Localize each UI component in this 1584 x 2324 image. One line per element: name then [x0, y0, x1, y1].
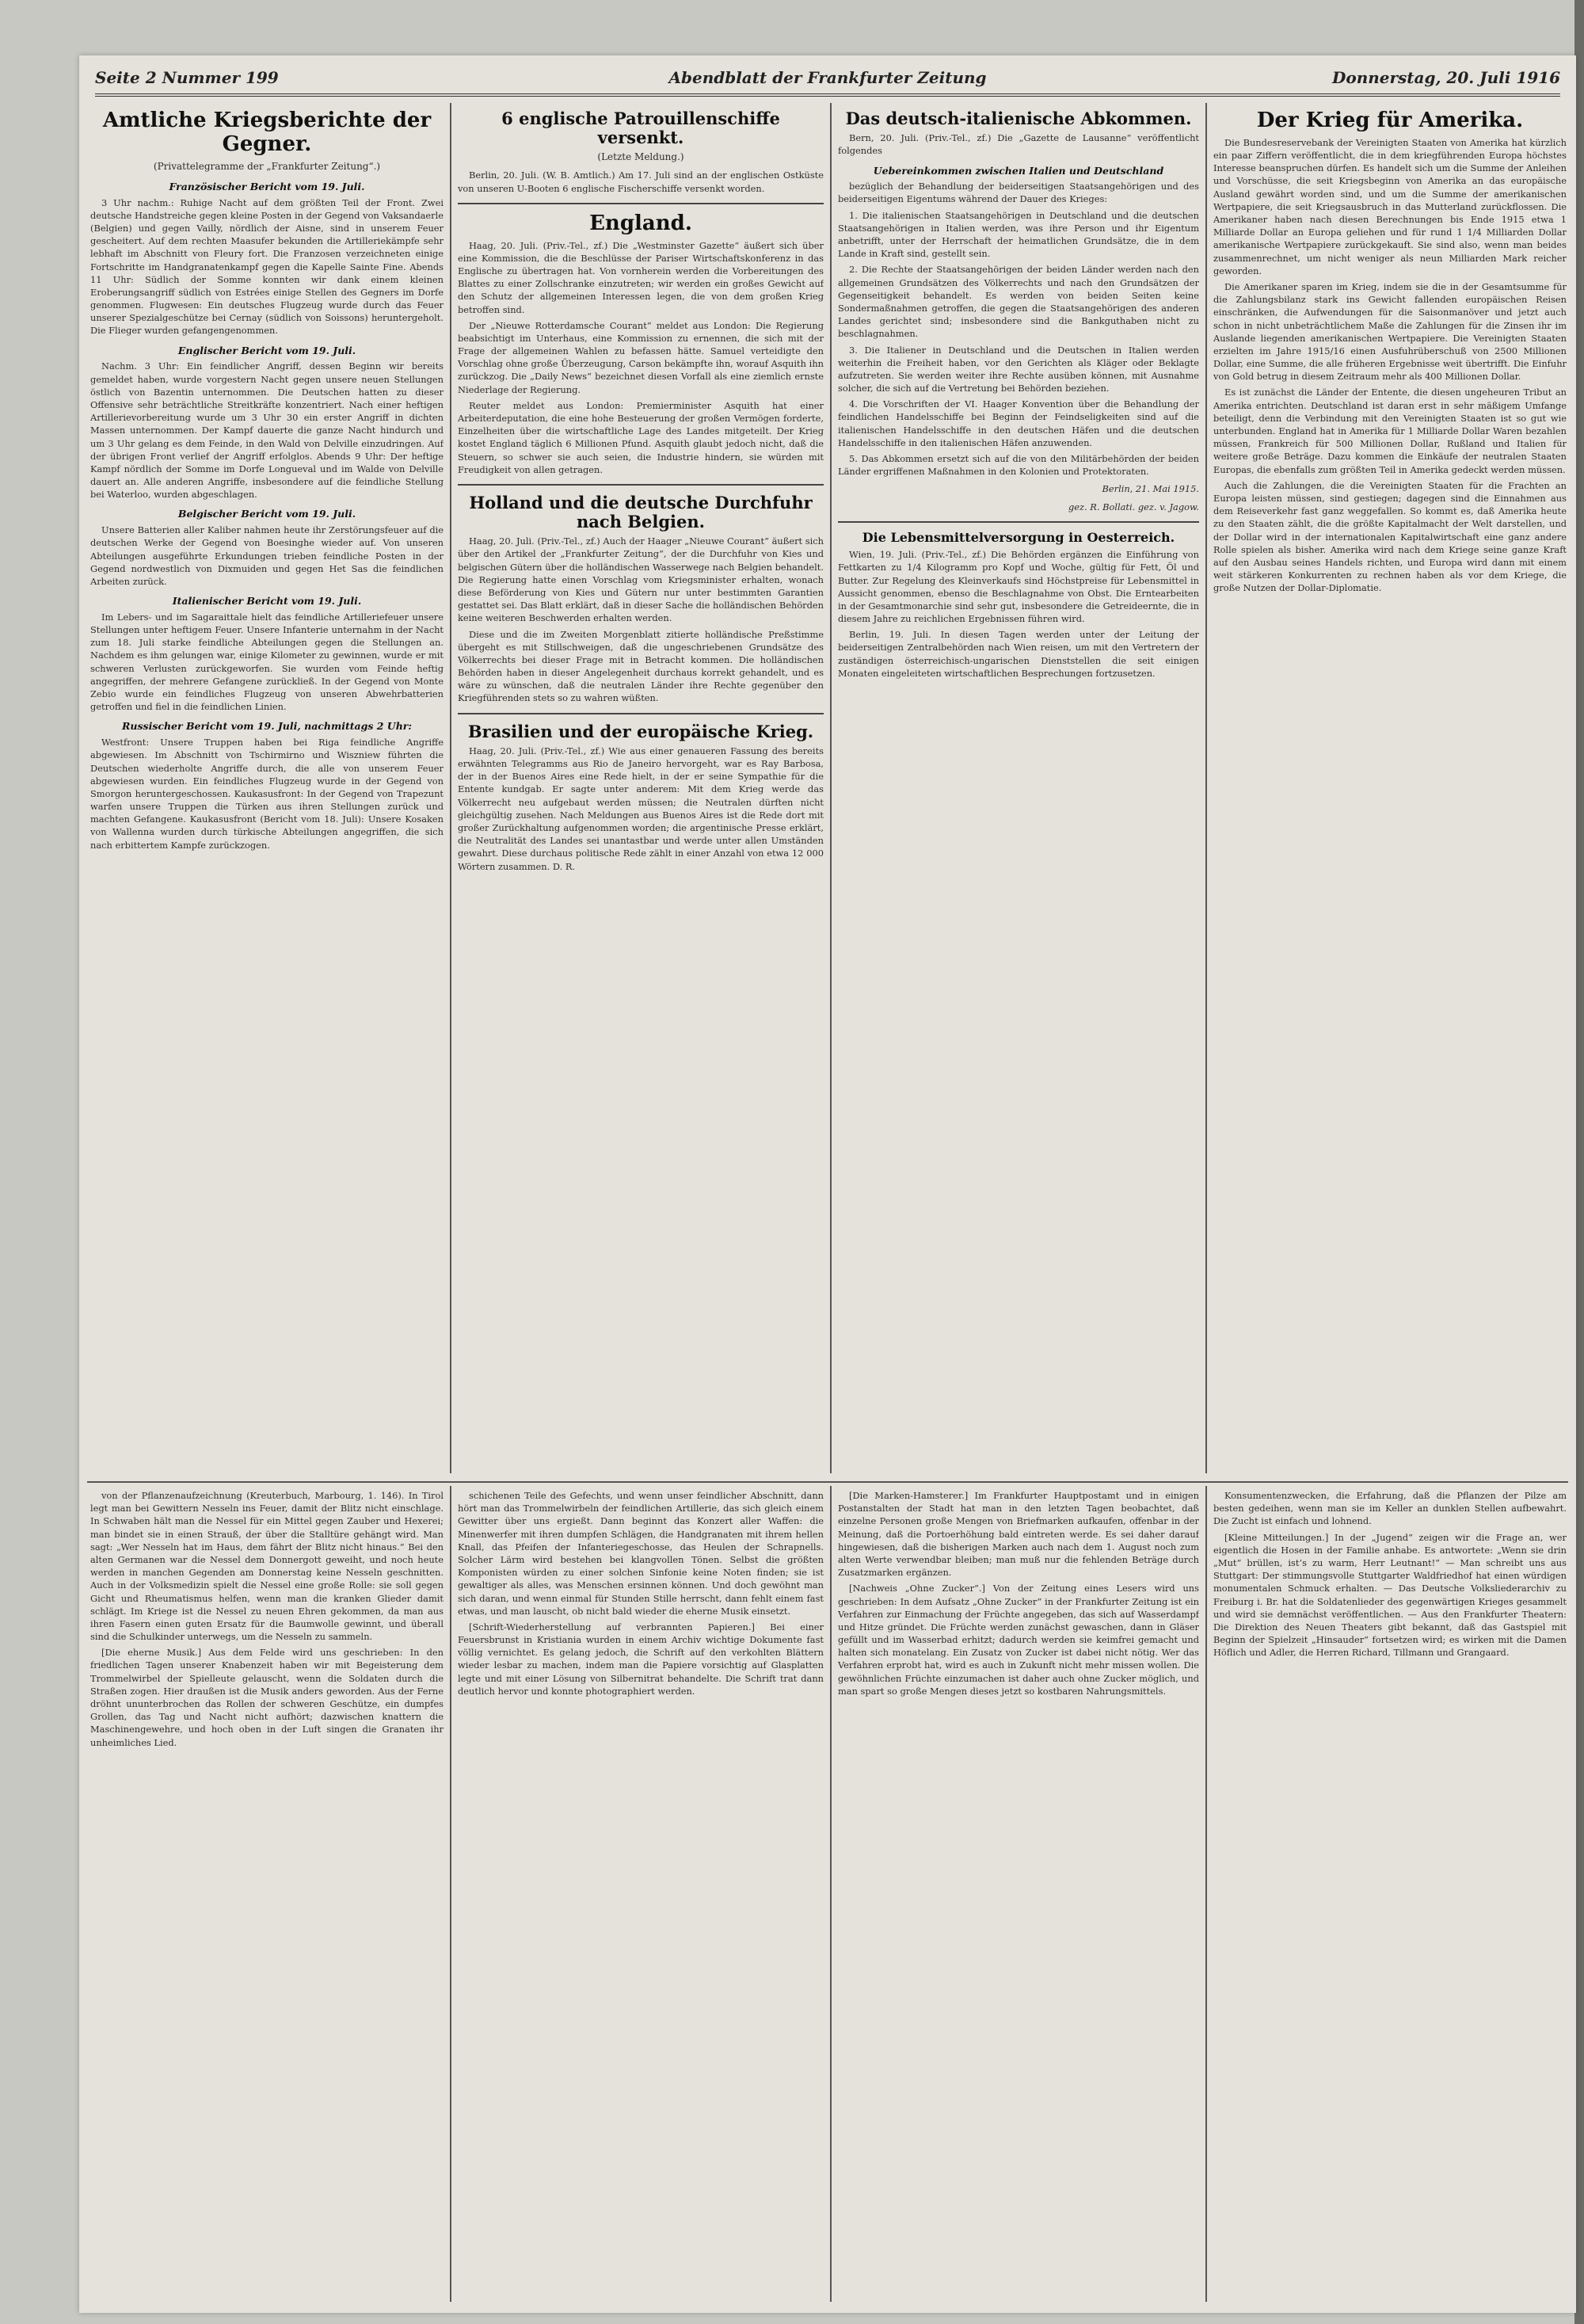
- issue-date: Donnerstag, 20. Juli 1916: [1332, 68, 1560, 87]
- lead-paragraph: Bern, 20. Juli. (Priv.-Tel., zf.) Die „Gazette de Lausanne“ veröffentlicht folgendes: [838, 132, 1199, 157]
- headline-brazil: Brasilien und der europäische Krieg.: [467, 721, 814, 741]
- paragraph: Die Bundesreservebank der Vereinigten Staaten von Amerika hat kürzlich ein paar Ziffern veröffentlicht, die in dem kriegführenden Europa höchstes Interesse beanspruchen dürfen. Es handelt sich um die Summe der Anleihen und Vorschüsse, die seit Kriegsbeginn von Amerika an das europäische Ausland gewährt worden sind, und um die Summe der amerikanischen Wertpapiere, die seit Kriegsausbruch in das Mutterland zurückflossen. Die Amerikaner haben nach diesen Berechnungen bis Ende 1915 etwa 1 Milliarde Dollar an Europa geliehen und für rund 1 1/4 Milliarden Dollar amerikanische Wertpapiere zurückgekauft. Sie sind also, wenn man beides zusammenrechnet, um nicht weniger als neun Milliarden Mark reicher geworden.: [1213, 136, 1567, 276]
- section-body: Nachm. 3 Uhr: Ein feindlicher Angriff, dessen Beginn wir bereits gemeldet haben, wurde vorgestern Nacht gegen unsere neuen Stellungen östlich von Bazentin unternommen. Die Deutschen hatten zu dieser Offensive sehr beträchtliche Streitkräfte konzentriert. Nach einer heftigen Artillerievorbereitung wurde um 3 Uhr 30 ein erster Angriff in dichten Massen unternommen. Der Kampf dauerte die ganze Nacht hindurch und um 3 Uhr gelang es dem Feinde, in den Wald von Delville einzudringen. Auf der übrigen Front verlief der Angriff erfolglos. Abends 9 Uhr: Der heftige Kampf nördlich der Somme im Dorfe Longueval und im Walde von Delville dauert an. Alle anderen Angriffe, insbesondere auf die feindliche Stellung bei Waterloo, wurden abgeschlagen.: [90, 360, 444, 501]
- paragraph: Konsumentenzwecken, die Erfahrung, daß die Pflanzen der Pilze am besten gedeihen, wenn man sie im Keller an dunklen Stellen aufbewahrt. Die Zucht ist einfach und lohnend.: [1213, 1490, 1567, 1527]
- paragraph: Reuter meldet aus London: Premierminister Asquith hat einer Arbeiterdeputation, die eine hohe Besteuerung der großen Vermögen forderte, Einzelheiten über die wirtschaftliche Lage des Landes mitgeteilt. Der Krieg kostet England täglich 6 Millionen Pfund. Asquith glaubt jedoch nicht, daß die Steuern, so schwer sie auch seien, die Industrie hindern, sie würden mit Freudigkeit von allen getragen.: [458, 399, 824, 475]
- headline-agreement: Das deutsch-italienische Abkommen.: [845, 109, 1192, 128]
- paragraph: Wien, 19. Juli. (Priv.-Tel., zf.) Die Behörden ergänzen die Einführung von Fettkarten zu 1/4 Kilogramm pro Kopf und Woche, gültig für Fett, Öl und Butter. Zur Regelung des Kleinverkaufs sind Höchstpreise für Lebensmittel in Aussicht genommen, ebenso die Beschlagnahme von Obst. Die Erntearbeiten in der Gesamtmonarchie sind sehr gut, insbesondere die Getreideernte, die in diesem Jahre zu reichlichen Ergebnissen führen wird.: [838, 549, 1199, 625]
- column-rule: [1205, 1486, 1207, 2302]
- paragraph: [Die eherne Musik.] Aus dem Felde wird uns geschrieben: In den friedlichen Tagen unserer Knabenzeit haben wir mit Begeisterung dem Trommelwirbel der Spielleute gelauscht, wenn die Soldaten durch die Straßen zogen. Hier draußen ist die Musik anders geworden. Aus der Ferne dröhnt ununterbrochen das Rollen der schweren Geschütze, ein dumpfes Grollen, das Tag und Nacht nicht aufhört; dazwischen knattern die Maschinengewehre, und hoch oben in der Luft singen die Granaten ihr unheimliches Lied.: [90, 1647, 444, 1748]
- paragraph: [Schrift-Wiederherstellung auf verbrannten Papieren.] Bei einer Feuersbrunst in Kristiania wurden in einem Archiv wichtige Dokumente fast völlig vernichtet. Es gelang jedoch, die Schrift auf den verkohlten Blättern wieder lesbar zu machen, indem man die Papiere vorsichtig auf Glasplatten legte und mit einer Lösung von Silbernitrat behandelte. Die Schrift trat dann deutlich hervor und konnte photographiert werden.: [458, 1621, 824, 1697]
- agreement-point: 5. Das Abkommen ersetzt sich auf die von den Militärbehörden der beiden Länder ergriffenen Maßnahmen in den Kolonien und Protektoraten.: [838, 453, 1199, 478]
- headline-patrol-ships: 6 englische Patrouillenschiffe versenkt.: [501, 109, 780, 148]
- headline-war-reports: Amtliche Kriegsberichte der Gegner.: [102, 109, 432, 156]
- paragraph: Die Amerikaner sparen im Krieg, indem sie die in der Gesamtsumme für die Zahlungsbilanz stark ins Gewicht fallenden europäischen Reisen einschränken, die Aufwendungen für die Saisonmanöver und jetzt auch schon in nicht unbeträchtlichem Maße die Zahlungen für die Zinsen ihr im Auslande liegenden amerikanischen Wertpapiere. Die Vereinigten Staaten erzielten im Jahre 1915/16 einen Ausfuhrüberschuß von 2500 Millionen Dollar, eine Summe, die alle früheren Ergebnisse weit übertrifft. Die Einfuhr von Gold betrug in diesem Zeitraum mehr als 400 Millionen Dollar.: [1213, 280, 1567, 383]
- feuilleton-col-1: [90, 1489, 444, 2305]
- agreement-point: 3. Die Italiener in Deutschland und die Deutschen in Italien werden weiterhin die Freiheit haben, vor den Gerichten als Kläger oder Beklagte aufzutreten. Sie werden weiter ihre Rechte ausüben können, mit Ausnahme solcher, die sich auf die Vertretung bei Behörden beziehen.: [838, 344, 1199, 394]
- feuilleton-col-3: [838, 1489, 1199, 2305]
- separator: [838, 521, 1199, 523]
- separator: [458, 484, 824, 486]
- paragraph: Der „Nieuwe Rotterdamsche Courant“ meldet aus London: Die Regierung beabsichtigt im Unterhaus, eine Kommission zu ernennen, die sich mit der Frage der allgemeinen Wahlen zu befassen hätte. Samuel verteidigte den Vorschlag ohne große Überzeugung, Carson bekämpfte ihn, worauf Asquith ihn zurückzog. Die „Daily News“ bezeichnet diesen Vorfall als eine ziemlich ernste Niederlage der Regierung.: [458, 319, 824, 395]
- column-rule: [830, 1486, 832, 2302]
- column-rule: [450, 103, 451, 1473]
- subline: (Letzte Meldung.): [597, 151, 684, 163]
- section-body: Unsere Batterien aller Kaliber nahmen heute ihr Zerstörungsfeuer auf die deutschen Werke der Gegend von Boesinghe wieder auf. Von unseren Abteilungen ausgeführte Erkundungen trieben feindliche Posten in der Gegend nordwestlich von Dixmuiden und gegen Het Sas die feindlichen Arbeiten zurück.: [90, 524, 444, 587]
- paragraph: Haag, 20. Juli. (Priv.-Tel., zf.) Auch der Haager „Nieuwe Courant“ äußert sich über den Artikel der „Frankfurter Zeitung“, der die Durchfuhr von Kies und belgischen Gütern über die holländischen Wasserwege nach Belgien behandelt. Die Regierung hatte einen Vorschlag vom Kriegsminister erhalten, wonach diese Beförderung von Kies und Gütern nur unter bestimmten Garantien gestattet sei. Das Blatt erklärt, daß in dieser Sache die holländischen Behörden keine weiteren Beschwerden erhalten werden.: [458, 535, 824, 624]
- masthead: [95, 65, 1560, 97]
- column-agreement: [838, 105, 1199, 1476]
- headline-food-supply: Die Lebensmittelversorgung in Oesterreich.: [862, 529, 1175, 545]
- section-body: Westfront: Unsere Truppen haben bei Riga feindliche Angriffe abgewiesen. Im Abschnitt von Tschirmirno und Wiszniew führten die Deutschen wiederholte Angriffe durch, die alle von unserem Feuer abgewiesen wurden. Ein feindliches Flugzeug wurde in der Gegend von Smorgon heruntergeschossen. Kaukasusfront: In der Gegend von Trapezunt warfen unsere Truppen die Türken aus ihren Stellungen zurück und machten Gefangene. Kaukasusfront (Bericht vom 18. Juli): Unsere Kosaken von Wallenna wurden durch türkische Abteilungen angegriffen, die sich nach erbittertem Kampfe zurückzogen.: [90, 737, 444, 851]
- column-war-reports: [90, 105, 444, 1476]
- agreement-point: 1. Die italienischen Staatsangehörigen in Deutschland und die deutschen Staatsangehörigen in Italien werden, was ihre Person und ihr Eigentum anbetrifft, unter der Herrschaft der heimatlichen Grundsätze, die in dem Lande in Kraft sind, gestellt sein.: [838, 209, 1199, 260]
- paragraph: Diese und die im Zweiten Morgenblatt zitierte holländische Preßstimme übergeht es mit Stillschweigen, daß die ungeschriebenen Grundsätze des Völkerrechts bei dieser Frage mit in Betracht kommen. Die holländischen Behörden haben in dieser Angelegenheit durchaus korrekt gehandelt, und es wäre zu wünschen, daß die neutralen Länder ihre Rechte gegenüber den Kriegführenden stets so zu wahren wüßten.: [458, 628, 824, 704]
- headline-england: England.: [589, 211, 692, 235]
- column-rule: [830, 103, 832, 1473]
- headline-holland: Holland und die deutsche Durchfuhr nach Belgien.: [469, 492, 813, 532]
- paragraph: bezüglich der Behandlung der beiderseitigen Staatsangehörigen und des beiderseitigen Eigentums während der Dauer des Krieges:: [838, 181, 1199, 205]
- paragraph: Berlin, 19. Juli. In diesen Tagen werden unter der Leitung der beiderseitigen Zentralbehörden nach Wien reisen, um mit den Vertretern der zuständigen österreichisch-ungarischen Dienststellen die seit einigen Monaten eingeleiteten wirtschaftlichen Besprechungen fortzusetzen.: [838, 629, 1199, 679]
- paragraph: [Die Marken-Hamsterer.] Im Frankfurter Hauptpostamt und in einigen Postanstalten der Stadt hat man in den letzten Tagen beobachtet, daß einzelne Personen große Mengen von Briefmarken aufkaufen, offenbar in der Meinung, daß die Portoerhöhung bald eintreten werde. Es sei daher darauf hingewiesen, daß die bisherigen Marken auch nach dem 1. August noch zum alten Werte verwendbar bleiben; man muß nur die fehlenden Beträge durch Zusatzmarken ergänzen.: [838, 1490, 1199, 1579]
- signatures: gez. R. Bollati. gez. v. Jagow.: [1068, 501, 1199, 512]
- paragraph: Haag, 20. Juli. (Priv.-Tel., zf.) Die „Westminster Gazette“ äußert sich über eine Kommission, die die Beschlüsse der Pariser Wirtschaftskonferenz in das Englische zu übertragen hat. Von vornherein werden die Vorbereitungen des Blattes zu einer Zollschranke einzutreten; wir werden ein großes Gewicht auf den Schutz der allgemeinen Interessen legen, die von dem großen Krieg betroffen sind.: [458, 239, 824, 315]
- column-rule: [1205, 103, 1207, 1473]
- subline: (Privattelegramme der „Frankfurter Zeitung“.): [153, 160, 381, 172]
- signoff-date: Berlin, 21. Mai 1915.: [1102, 483, 1199, 495]
- section-body: 3 Uhr nachm.: Ruhige Nacht auf dem größten Teil der Front. Zwei deutsche Handstreiche gegen kleine Posten in der Gegend von Vaksandaerle (Belgien) und gegen Vailly, nördlich der Aisne, sind in unserem Feuer gescheitert. Auf dem rechten Maasufer bekunden die Artilleriekämpfe sehr lebhaft im Abschnitt von Fleury fort. Die Franzosen verzeichneten einige Fortschritte im Handgranatenkampf gegen die Kapelle Sainte Fine. Abends 11 Uhr: Südlich der Somme konnten wir dank einem kleinen Eroberungsangriff südlich von Estrées einige Stellen des Gegners im Dorfe genommen. Flugwesen: Ein deutsches Flugzeug wurde durch das Feuer unserer Spezialgeschütze bei Cernay (südlich von Soissons) heruntergeholt. Die Flieger wurden gefangengenommen.: [90, 196, 444, 337]
- lead-paragraph: Berlin, 20. Juli. (W. B. Amtlich.) Am 17. Juli sind an der englischen Ostküste von unseren U-Booten 6 englische Fischerschiffe versenkt worden.: [458, 170, 824, 194]
- paragraph: [Nachweis „Ohne Zucker“.] Von der Zeitung eines Lesers wird uns geschrieben: In dem Aufsatz „Ohne Zucker“ in der Frankfurter Zeitung ist ein Verfahren zur Einmachung der Früchte angegeben, das sich auf Wasserdampf und Hitze gründet. Die Früchte werden zunächst gewaschen, dann in Gläser gefüllt und im Wasserbad erhitzt; dadurch werden sie keimfrei gemacht und halten sich monatelang. Ein Zusatz von Zucker ist dabei nicht nötig. Wer das Verfahren erprobt hat, wird es auch in Zukunft nicht mehr missen wollen. Die gewöhnlichen Früchte einzumachen ist daher auch ohne Zucker möglich, und man spart so große Mengen dieses jetzt so kostbaren Nahrungsmittels.: [838, 1583, 1199, 1697]
- separator: [458, 203, 824, 204]
- section-title: Russischer Bericht vom 19. Juli, nachmittags 2 Uhr:: [122, 720, 412, 733]
- column-news: [458, 105, 824, 1476]
- column-rule: [450, 1486, 451, 2302]
- page-number: Seite 2 Nummer 199: [95, 68, 279, 87]
- feuilleton-rule: [87, 1481, 1568, 1483]
- newspaper-title: Abendblatt der Frankfurter Zeitung: [668, 68, 987, 87]
- feuilleton-col-2: [458, 1489, 824, 2305]
- paragraph: Haag, 20. Juli. (Priv.-Tel., zf.) Wie aus einer genaueren Fassung des bereits erwähnten Telegramms aus Rio de Janeiro hervorgeht, war es Ray Barbosa, der in der Buenos Aires eine Rede hielt, in der er seine Sympathie für die Entente kundgab. Er sagte unter anderem: Mit dem Krieg werde das Völkerrecht neu aufgebaut werden müssen; die Neutralen dürften nicht gleichgültig zusehen. Nach Meldungen aus Buenos Aires ist die Rede dort mit großer Zurückhaltung aufgenommen worden; die argentinische Presse erklärt, die Neutralität des Landes sei unantastbar und werde unter allen Umständen gewahrt. Diese durchaus politische Rede zählt in einer Anzahl von etwa 12 000 Wörtern zusammen. D. R.: [458, 745, 824, 872]
- paragraph: [Kleine Mitteilungen.] In der „Jugend“ zeigen wir die Frage an, wer eigentlich die Hosen in der Familie anhabe. Es antwortete: „Wenn sie drin „Mut“ brüllen, ist’s zu warm, Herr Leutnant!“ — Man schreibt uns aus Stuttgart: Der stimmungsvolle Stuttgarter Waldfriedhof hat einen würdigen monumentalen Schmuck erhalten. — Das Deutsche Volksliederarchiv zu Freiburg i. Br. hat die Soldatenlieder des gegenwärtigen Krieges gesammelt und wird sie demnächst veröffentlichen. — Aus den Frankfurter Theatern: Die Direktion des Neuen Theaters gibt bekannt, daß das Gastspiel mit Beginn der Spielzeit „Hinsauder“ fortsetzen wird; es wirken mit die Damen Höflich und Adler, die Herren Richard, Tillmann und Grangaard.: [1213, 1531, 1567, 1659]
- column-america: [1213, 105, 1567, 1476]
- paragraph: Es ist zunächst die Länder der Entente, die diesen ungeheuren Tribut an Amerika entrichten. Deutschland ist daran erst in sehr mäßigem Umfange beteiligt, denn die Verbindung mit den Vereinigten Staaten ist so gut wie unterbunden. England hat in Amerika für 1 Milliarde Dollar Waren bezahlen müssen, Frankreich für 500 Millionen Dollar, Rußland und Italien für weitere große Beträge. Dazu kommen die Einkäufe der neutralen Staaten Europas, die ebenfalls zum größten Teil in Amerika gedeckt werden müssen.: [1213, 387, 1567, 475]
- feuilleton-col-4: [1213, 1489, 1567, 2305]
- section-title: Belgischer Bericht vom 19. Juli.: [177, 508, 356, 520]
- section-body: Im Lebers- und im Sagaraittale hielt das feindliche Artilleriefeuer unsere Stellungen unter heftigem Feuer. Unsere Infanterie unternahm in der Nacht zum 18. Juli starke feindliche Abteilungen gegen die Stellungen an. Nachdem es ihm gelungen war, einige Kilometer zu gewinnen, wurde er mit schweren Verlusten zurückgeworfen. Sie wurden vom Feinde heftig angegriffen, der mehrere Gefangene zurückließ. In der Gegend von Monte Zebio wurde ein feindliches Flugzeug von unseren Abwehrbatterien getroffen und fiel in die feindlichen Linien.: [90, 611, 444, 713]
- newspaper-page: [79, 55, 1576, 2313]
- agreement-point: 4. Die Vorschriften der VI. Haager Konvention über die Behandlung der feindlichen Handelsschiffe bei Beginn der Feindseligkeiten sind auf die italienischen Handelsschiffe in den deutschen Häfen und die deutschen Handelsschiffe in den italienischen Häfen anzuwenden.: [838, 398, 1199, 448]
- separator: [458, 713, 824, 714]
- section-title: Französischer Bericht vom 19. Juli.: [169, 180, 365, 192]
- agreement-title: Uebereinkommen zwischen Italien und Deutschland: [873, 164, 1164, 177]
- agreement-point: 2. Die Rechte der Staatsangehörigen der beiden Länder werden nach den allgemeinen Grundsätzen des Völkerrechts und nach den Grundsätzen der Gegenseitigkeit behandelt. Es werden von beiden Seiten keine Sondermaßnahmen getroffen, die gegen die Staatsangehörigen des anderen Landes gerichtet sind; insbesondere sind die Bankguthaben nicht zu beschlagnahmen.: [838, 264, 1199, 340]
- paragraph: von der Pflanzenaufzeichnung (Kreuterbuch, Marbourg, 1. 146). In Tirol legt man bei Gewittern Nesseln ins Feuer, damit der Blitz nicht einschlage. In Schwaben hält man die Nessel für ein Mittel gegen Zauber und Hexerei; man bindet sie in einen Strauß, der über die Stalltüre gehängt wird. Man sagt: „Wer Nesseln hat im Haus, dem fährt der Blitz nicht hinaus.“ Bei den alten Germanen war die Nessel dem Donnergott geweiht, und noch heute werden in manchen Gegenden am Donnerstag keine Nesseln geschnitten. Auch in der Volksmedizin spielt die Nessel eine große Rolle: sie soll gegen Gicht und Rheumatismus helfen, wenn man die kranken Glieder damit schlägt. Im Kriege ist die Nessel zu neuen Ehren gekommen, da man aus ihren Fasern einen guten Ersatz für die Baumwolle gewinnt, und überall sind die Schulkinder unterwegs, um die Nesseln zu sammeln.: [90, 1490, 444, 1643]
- section-title: Englischer Bericht vom 19. Juli.: [177, 344, 356, 356]
- paragraph: Auch die Zahlungen, die die Vereinigten Staaten für die Frachten an Europa leisten müssen, sind gestiegen; dagegen sind die Einnahmen aus dem Reiseverkehr fast ganz weggefallen. So kommt es, daß Amerika heute zu den Staaten zählt, die die größte Kapitalmacht der Welt darstellen, und der Dollar wird in der internationalen Kapitalwirtschaft eine ganz andere Rolle spielen als bisher. Amerika wird nach dem Kriege seine ganze Kraft auf den Ausbau seines Handels richten, und Europa wird dann mit einem weit stärkeren Konkurrenten zu rechnen haben als vor dem Kriege, die große Nutzen der Dollar-Diplomatie.: [1213, 479, 1567, 594]
- headline-america: Der Krieg für Amerika.: [1256, 109, 1524, 132]
- paragraph: schichenen Teile des Gefechts, und wenn unser feindlicher Abschnitt, dann hört man das Trommelwirbeln der feindlichen Artillerie, das sich gleich einem Gewitter über uns ergießt. Dann beginnt das Konzert aller Waffen: die Minenwerfer mit ihren dumpfen Schlägen, die Handgranaten mit ihrem hellen Knall, das Pfeifen der Infanteriegeschosse, das Heulen der Schrapnells. Solcher Lärm wird bestehen bei klangvollen Tönen. Selbst die größten Komponisten würden zu einer solchen Sinfonie keine Noten finden; sie ist gewaltiger als alles, was Menschen ersinnen können. Und doch gewöhnt man sich daran, und wenn einmal für Stunden Stille herrscht, dann fehlt einem fast etwas, und man lauscht, ob nicht bald wieder die eherne Musik einsetzt.: [458, 1490, 824, 1617]
- section-title: Italienischer Bericht vom 19. Juli.: [172, 595, 362, 608]
